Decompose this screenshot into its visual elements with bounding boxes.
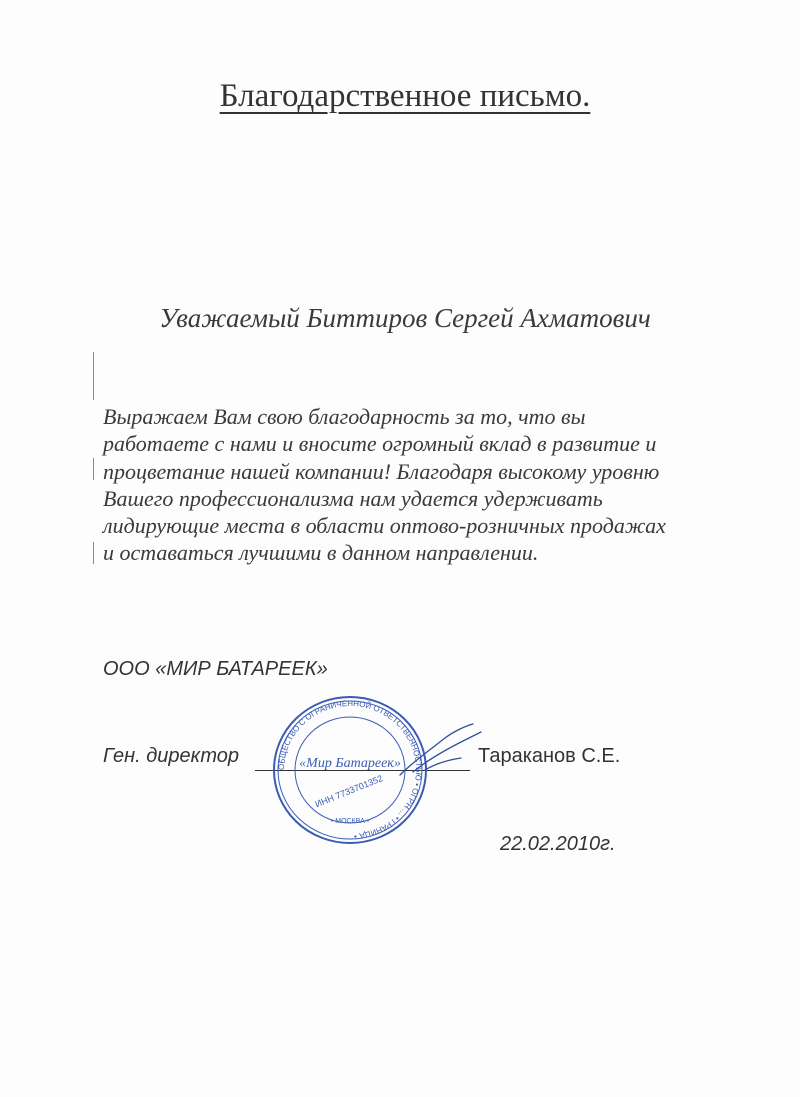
signatory-position: Ген. директор <box>103 745 240 767</box>
body-line: лидирующие места в области оптово-розничных продажах <box>103 513 666 539</box>
body-line: процветание нашей компании! Благодаря высокому уровню <box>103 458 660 484</box>
handwritten-signature <box>395 720 485 780</box>
margin-mark <box>93 352 94 400</box>
company-name: ООО «МИР БАТАРЕЕК» <box>103 658 328 680</box>
body-line: Вашего профессионализма нам удается удерживать <box>103 485 603 511</box>
letter-title <box>0 78 800 115</box>
stamp-city-text: • МОСКВА • <box>330 818 370 825</box>
letter-body <box>103 403 723 567</box>
margin-mark <box>93 542 94 564</box>
margin-mark <box>93 458 94 480</box>
letter-title-text: Благодарственное письмо. <box>219 78 591 114</box>
stamp-center-text: «Мир Батареек» <box>299 756 401 771</box>
letter-date: 22.02.2010г. <box>500 833 616 855</box>
stamp-outer-text: ОБЩЕСТВО С ОГРАНИЧЕННОЙ ОТВЕТСТВЕННОСТЬЮ • ОГРН ... • ГРАНИЦА • <box>276 698 424 841</box>
signatory-name: Тараканов С.Е. <box>478 745 621 767</box>
greeting: Уважаемый Биттиров Сергей Ахматович <box>159 303 651 333</box>
body-line: Выражаем Вам свою благодарность за то, что вы <box>103 404 586 429</box>
body-line: работаете с нами и вносите огромный вклад в развитие и <box>103 431 657 457</box>
stamp-inn-text: ИНН 7733701352 <box>313 773 385 810</box>
body-line: и оставаться лучшими в данном направлении. <box>103 540 539 566</box>
